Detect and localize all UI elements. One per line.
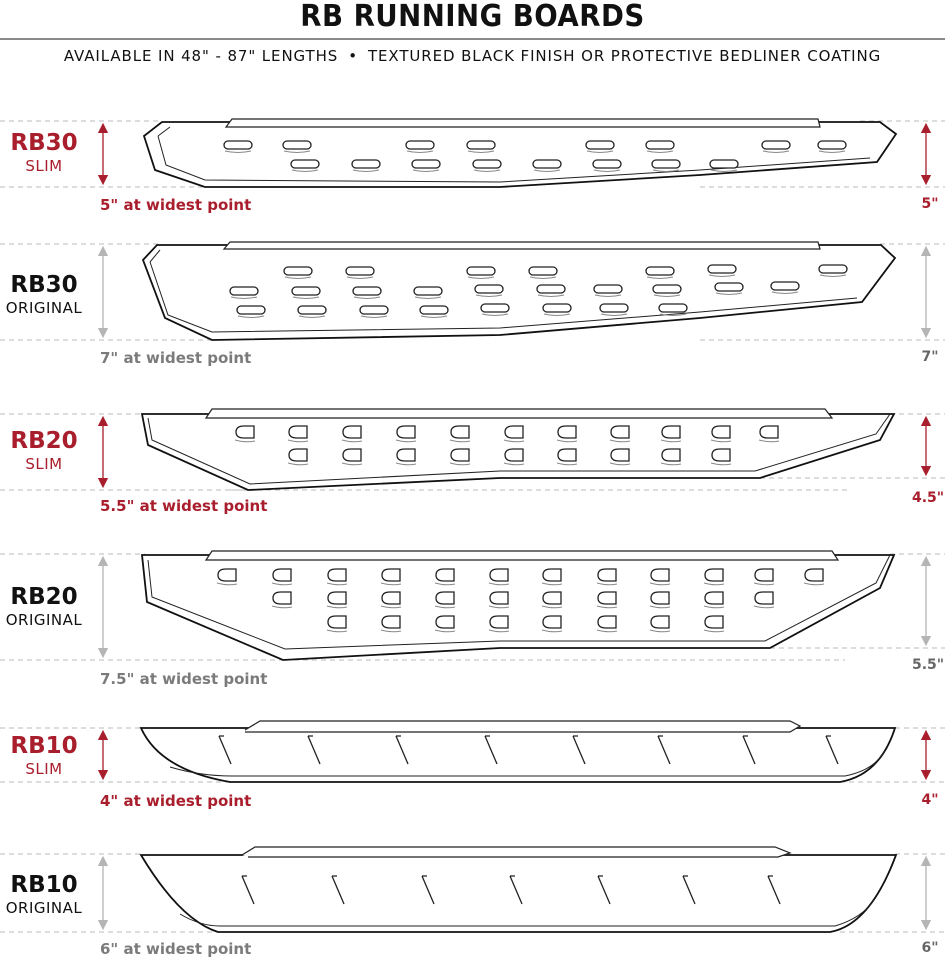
variant-name: SLIM xyxy=(25,760,63,778)
model-name: RB10 xyxy=(10,872,78,898)
rb10-slim-label xyxy=(0,733,88,779)
rb20-slim-label xyxy=(0,428,88,474)
rb10-original-widest-text: 6" at widest point xyxy=(100,940,252,958)
page-title: RB RUNNING BOARDS xyxy=(300,0,645,34)
bullet-separator: • xyxy=(348,47,358,65)
model-name: RB10 xyxy=(10,733,78,759)
rb30-slim-right-dim: 5" xyxy=(921,196,939,212)
rb30-original-drawing xyxy=(0,242,945,340)
rb20-original-right-dim: 5.5" xyxy=(912,657,945,673)
rb30-original-widest-text: 7" at widest point xyxy=(100,349,252,367)
rb30-slim-widest-text: 5" at widest point xyxy=(100,196,252,214)
variant-name: ORIGINAL xyxy=(5,611,83,629)
model-name: RB20 xyxy=(10,428,78,454)
model-name: RB30 xyxy=(10,272,78,298)
rb30-slim-drawing xyxy=(0,119,945,187)
rb20-slim-right-dim: 4.5" xyxy=(912,490,945,506)
rb20-original-label xyxy=(0,584,88,630)
variant-name: SLIM xyxy=(25,157,63,175)
rb10-original-label xyxy=(0,872,88,918)
lengths-text: AVAILABLE IN 48" - 87" LENGTHS xyxy=(63,47,339,65)
rb10-slim-drawing xyxy=(0,721,945,782)
rb20-original-widest-text: 7.5" at widest point xyxy=(100,670,268,688)
rb10-slim-right-dim: 4" xyxy=(921,792,939,808)
variant-name: SLIM xyxy=(25,455,63,473)
rb30-original-label xyxy=(0,272,88,318)
rb20-slim-widest-text: 5.5" at widest point xyxy=(100,497,268,515)
variant-name: ORIGINAL xyxy=(5,899,83,917)
variant-name: ORIGINAL xyxy=(5,299,83,317)
rb20-slim-drawing xyxy=(0,409,945,490)
rb10-original-drawing xyxy=(0,847,945,932)
model-name: RB20 xyxy=(10,584,78,610)
rb30-slim-label xyxy=(0,130,88,176)
model-name: RB30 xyxy=(10,130,78,156)
rb10-original-right-dim: 6" xyxy=(921,940,939,956)
finish-text: TEXTURED BLACK FINISH OR PROTECTIVE BEDLINER COATING xyxy=(367,47,882,65)
rb10-slim-widest-text: 4" at widest point xyxy=(100,792,252,810)
rb20-original-drawing xyxy=(0,551,945,660)
rb30-original-right-dim: 7" xyxy=(921,349,939,365)
